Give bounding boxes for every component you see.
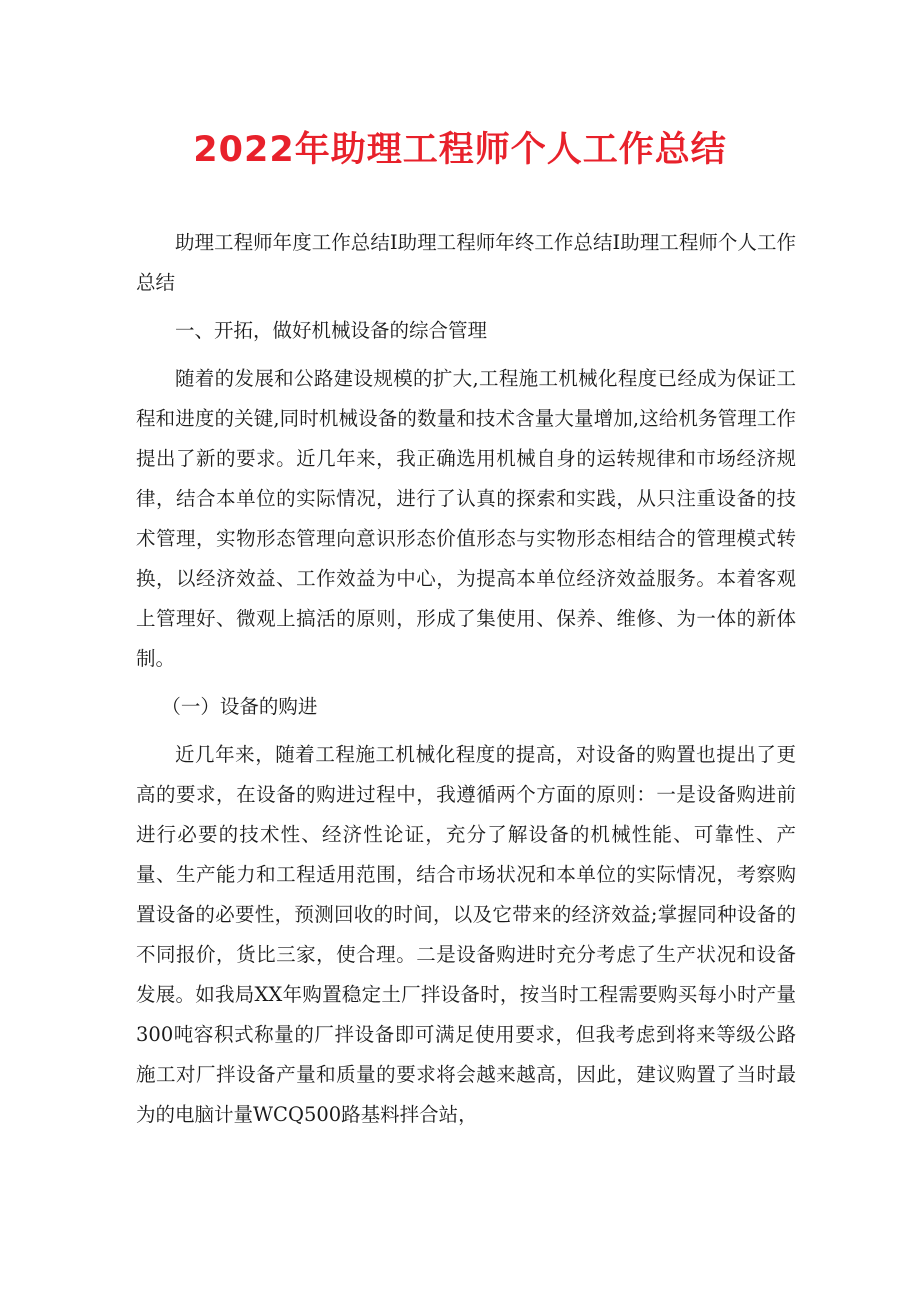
paragraph: 近几年来，随着工程施工机械化程度的提高，对设备的购置也提出了更高的要求，在设备的购进过程中，我遵循两个方面的原则：一是设备购进前进行必要的技术性、经济性论证，充分了解设备的机械性能、可靠性、产量、生产能力和工程适用范围，结合市场状况和本单位的实际情况，考察购置设备的必要性，预测回收的时间，以及它带来的经济效益;掌握同种设备的不同报价，货比三家，使合理。二是设备购进时充分考虑了生产状况和设备发展。如我局XX年购置稳定土厂拌设备时，按当时工程需要购买每小时产量300吨容积式称量的厂拌设备即可满足使用要求，但我考虑到将来等级公路施工对厂拌设备产量和质量的要求将会越来越高，因此，建议购置了当时最为的电脑计量WCQ500路基料拌合站， <box>136 743 796 1126</box>
document-body <box>136 223 796 1143</box>
paragraph-keywords: 助理工程师年度工作总结I助理工程师年终工作总结I助理工程师个人工作总结 <box>136 231 796 294</box>
subsection-heading: （一）设备的购进 <box>161 695 318 718</box>
section-heading: 一、开拓，做好机械设备的综合管理 <box>175 319 488 342</box>
document-title: 2022年助理工程师个人工作总结 <box>193 130 727 170</box>
paragraph: 随着的发展和公路建设规模的扩大,工程施工机械化程度已经成为保证工程和进度的关键,同时机械设备的数量和技术含量大量增加,这给机务管理工作提出了新的要求。近几年来，我正确选用机械自身的运转规律和市场经济规律，结合本单位的实际情况，进行了认真的探索和实践，从只注重设备的技术管理，实物形态管理向意识形态价值形态与实物形态相结合的管理模式转换，以经济效益、工作效益为中心，为提高本单位经济效益服务。本着客观上管理好、微观上搞活的原则，形成了集使用、保养、维修、为一体的新体制。 <box>136 367 796 670</box>
